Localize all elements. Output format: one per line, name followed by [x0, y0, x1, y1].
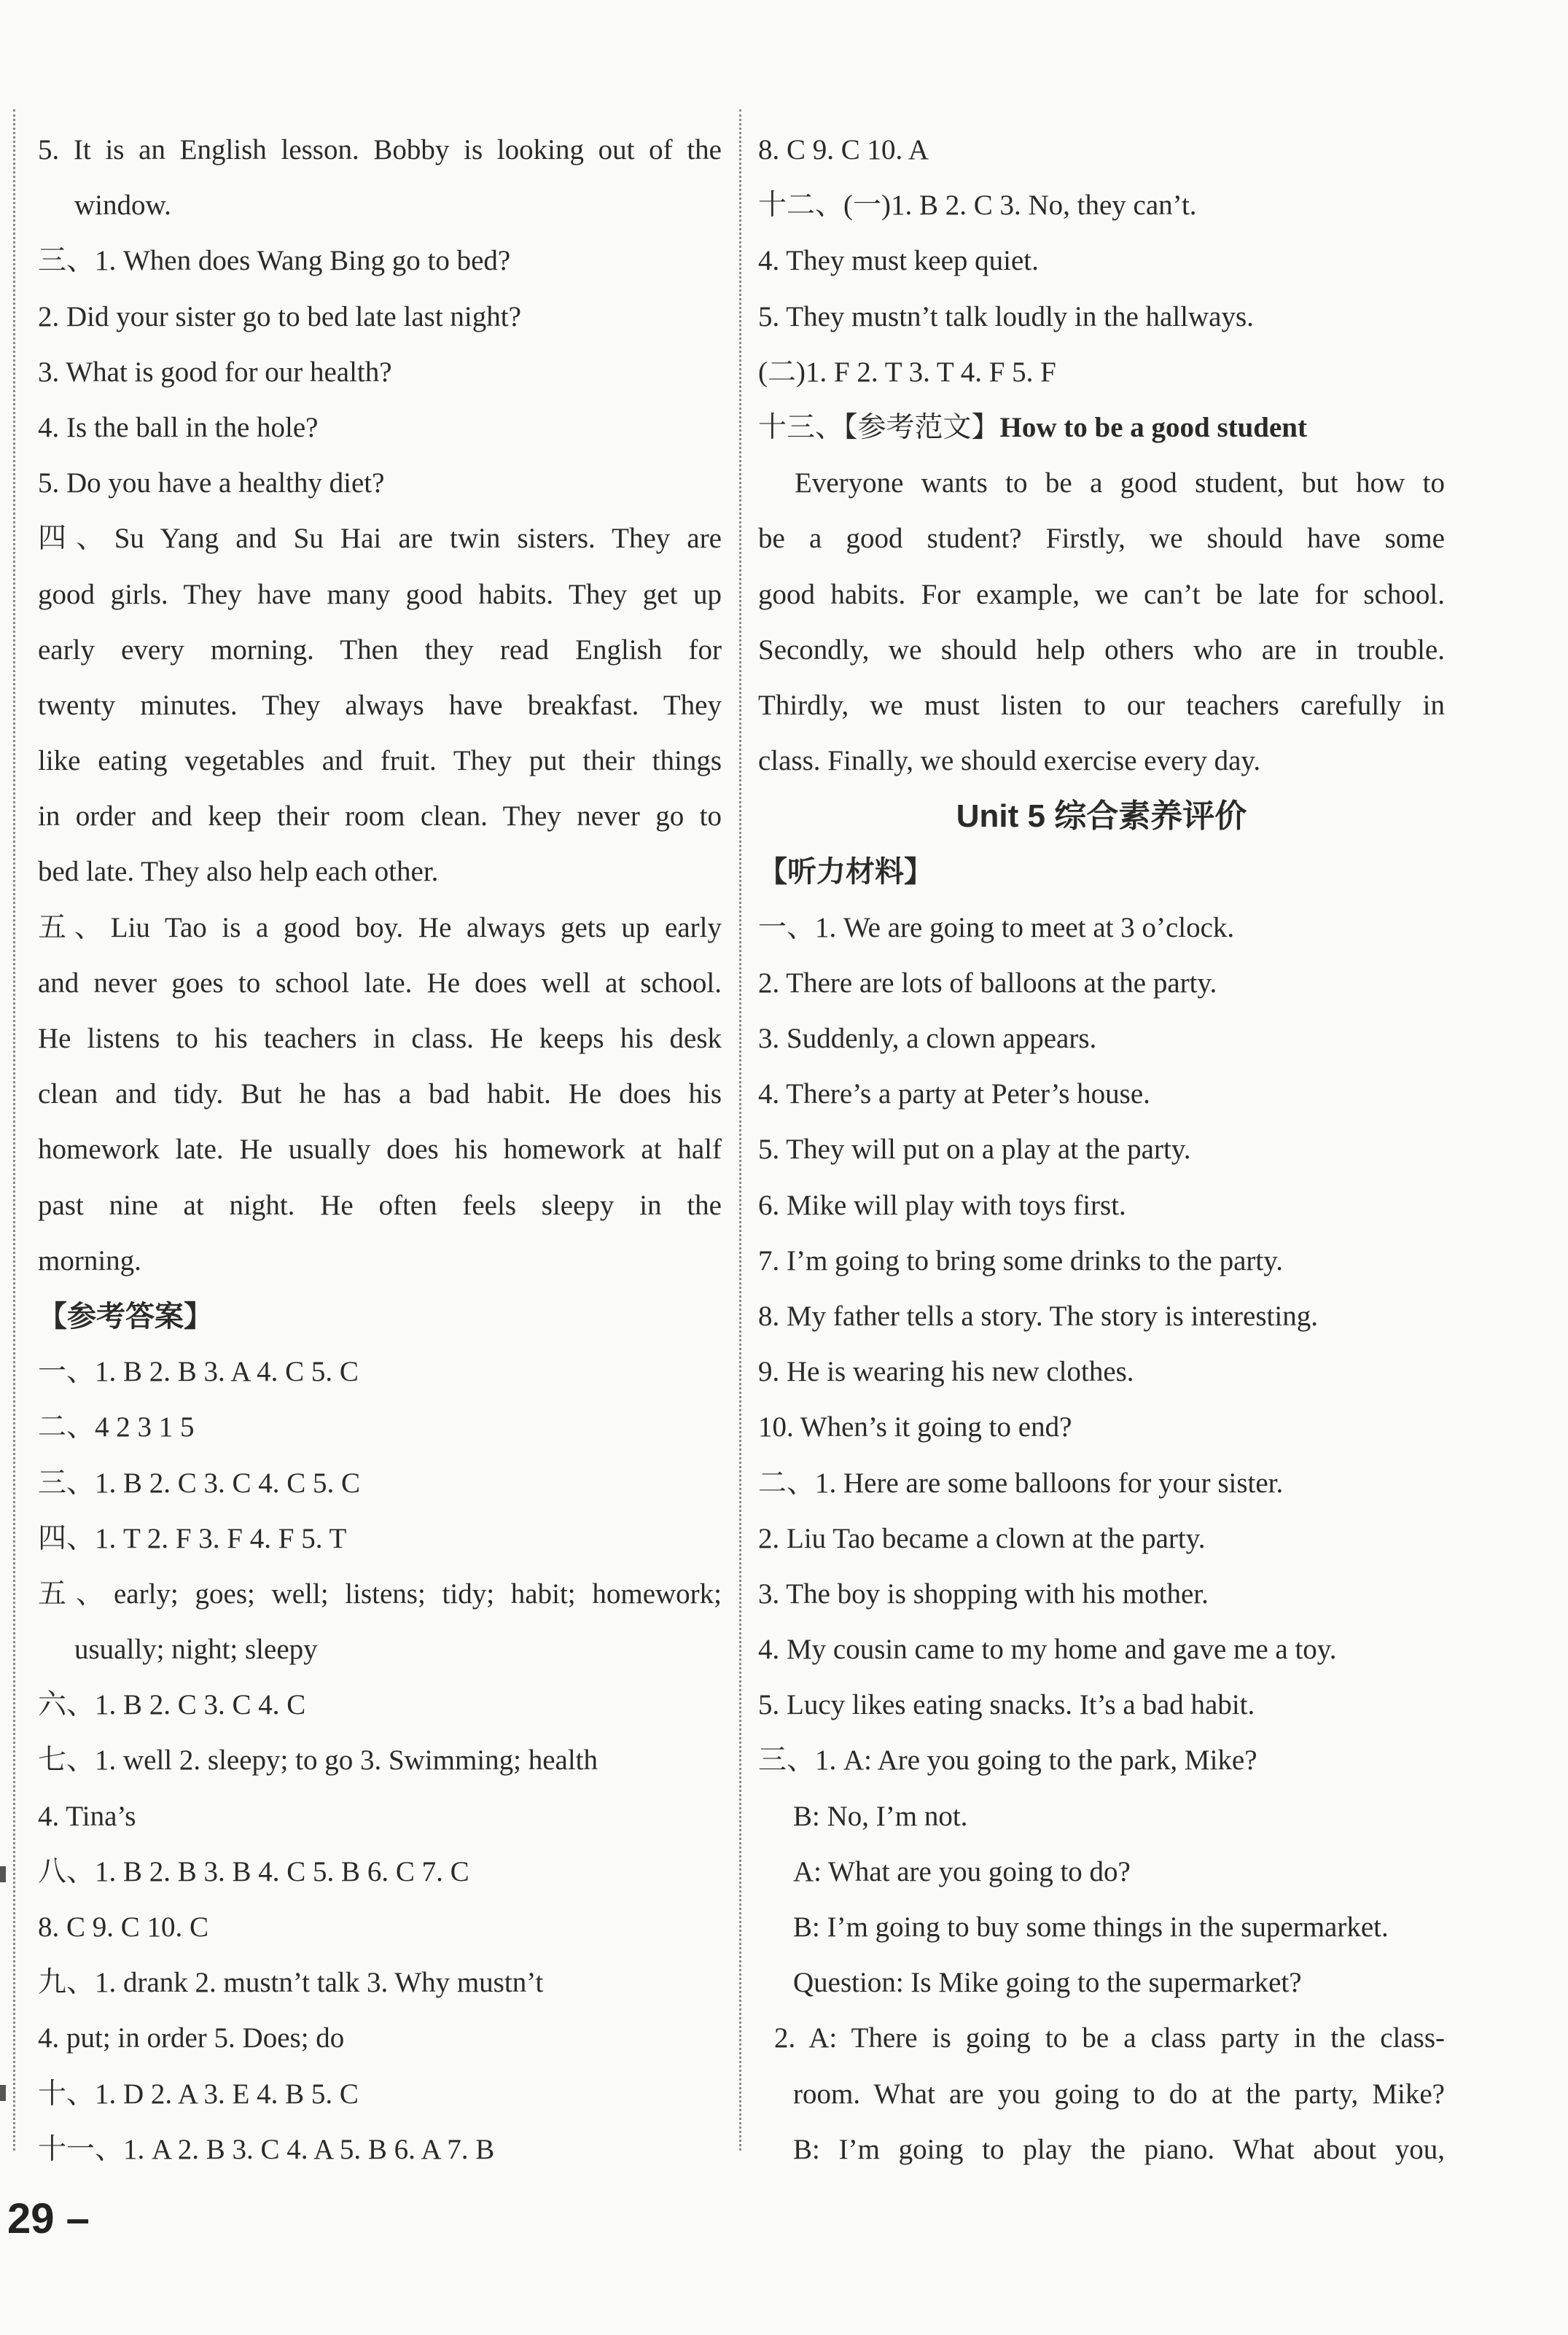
essay-title: How to be a good student	[999, 411, 1307, 443]
text-line: homework late. He usually does his homework at half	[38, 1134, 722, 1166]
essay-label: 十三、【参考范文】	[758, 411, 1000, 443]
text-line: 十、1. D 2. A 3. E 4. B 5. C	[38, 2078, 359, 2110]
text-line: A: What are you going to do?	[793, 1855, 1131, 1887]
text-line: 5. They will put on a play at the party.	[758, 1134, 1191, 1166]
text-line: B: I’m going to play the piano. What about you,	[793, 2133, 1445, 2165]
text-line: good girls. They have many good habits. They get up	[38, 578, 722, 610]
text-line: in order and keep their room clean. They never go to	[38, 800, 722, 833]
text-line: 8. My father tells a story. The story is interesting.	[758, 1300, 1318, 1332]
text-line: Question: Is Mike going to the supermarket?	[793, 1967, 1302, 1999]
text-line: Everyone wants to be a good student, but how to	[795, 467, 1445, 499]
text-line: (二)1. F 2. T 3. T 4. F 5. F	[758, 356, 1056, 388]
binding-mark	[0, 2085, 6, 2101]
text-line: 7. I’m going to bring some drinks to the party.	[758, 1244, 1283, 1276]
binding-mark	[0, 1866, 6, 1882]
text-line: 七、1. well 2. sleepy; to go 3. Swimming; health	[38, 1745, 598, 1777]
text-line: Thirdly, we must listen to our teachers carefully in	[758, 689, 1445, 721]
text-line: 5. They mustn’t talk loudly in the hallways.	[758, 300, 1254, 332]
text-line: 3. Suddenly, a clown appears.	[758, 1023, 1097, 1054]
text-line: 5. Do you have a healthy diet?	[38, 467, 385, 499]
text-line: 4. Is the ball in the hole?	[38, 411, 319, 443]
text-line: 十二、(一)1. B 2. C 3. No, they can’t.	[758, 190, 1197, 222]
text-line: 3. The boy is shopping with his mother.	[758, 1578, 1209, 1610]
text-line: 4. They must keep quiet.	[758, 245, 1039, 277]
text-line: room. What are you going to do at the party, Mike?	[793, 2078, 1445, 2110]
text-line: 十一、1. A 2. B 3. C 4. A 5. B 6. A 7. B	[38, 2133, 495, 2165]
essay-heading	[758, 400, 1445, 456]
text-line: 九、1. drank 2. mustn’t talk 3. Why mustn’t	[38, 1967, 544, 1999]
text-line: 二、4 2 3 1 5	[38, 1411, 195, 1443]
left-column	[38, 122, 722, 2178]
text-line: 2. Liu Tao became a clown at the party.	[758, 1522, 1206, 1554]
section-heading-answers: 【参考答案】	[38, 1299, 213, 1333]
text-line: 三、1. When does Wang Bing go to bed?	[38, 245, 511, 277]
text-line: 八、1. B 2. B 3. B 4. C 5. B 6. C 7. C	[38, 1855, 469, 1887]
text-line: good habits. For example, we can’t be late for school.	[758, 578, 1445, 610]
text-line: clean and tidy. But he has a bad habit. He does his	[38, 1078, 722, 1110]
text-line: bed late. They also help each other.	[38, 856, 439, 888]
text-line: 5. It is an English lesson. Bobby is looking out of the	[38, 134, 722, 165]
text-line: 4. There’s a party at Peter’s house.	[758, 1078, 1150, 1110]
text-line: Secondly, we should help others who are in trouble.	[758, 634, 1445, 666]
text-line: 六、1. B 2. C 3. C 4. C	[38, 1689, 306, 1721]
text-line: 2. There are lots of balloons at the party.	[758, 967, 1217, 999]
text-line: He listens to his teachers in class. He keeps his desk	[38, 1023, 722, 1054]
text-line: class. Finally, we should exercise every day.	[758, 745, 1261, 777]
left-margin-rule	[13, 109, 15, 2151]
text-line: like eating vegetables and fruit. They put their things	[38, 745, 722, 777]
right-column	[758, 122, 1445, 2178]
text-line: morning.	[38, 1244, 141, 1276]
text-line: 3. What is good for our health?	[38, 356, 392, 388]
text-line: 一、1. We are going to meet at 3 o’clock.	[758, 911, 1235, 943]
text-line: B: No, I’m not.	[793, 1800, 968, 1832]
text-line: 五、early; goes; well; listens; tidy; habit; homework;	[38, 1578, 722, 1610]
page-number: 29 –	[7, 2195, 90, 2242]
text-line: 四、Su Yang and Su Hai are twin sisters. They are	[38, 523, 722, 555]
text-line: 四、1. T 2. F 3. F 4. F 5. T	[38, 1522, 347, 1554]
text-line: 三、1. A: Are you going to the park, Mike?	[758, 1745, 1257, 1777]
text-line: 三、1. B 2. C 3. C 4. C 5. C	[38, 1467, 361, 1499]
text-line: 4. My cousin came to my home and gave me a toy.	[758, 1634, 1337, 1666]
text-line: early every morning. Then they read English for	[38, 634, 722, 666]
text-line: window.	[74, 190, 171, 222]
text-line: twenty minutes. They always have breakfast. They	[38, 689, 722, 721]
text-line: 二、1. Here are some balloons for your sister.	[758, 1467, 1284, 1499]
section-heading-listening: 【听力材料】	[758, 855, 933, 889]
text-line: 8. C 9. C 10. C	[38, 1911, 209, 1943]
text-line: 9. He is wearing his new clothes.	[758, 1356, 1134, 1388]
text-line: usually; night; sleepy	[74, 1634, 318, 1666]
text-line: be a good student? Firstly, we should have some	[758, 523, 1445, 555]
text-line: past nine at night. He often feels sleepy in the	[38, 1189, 722, 1221]
text-line: 五、Liu Tao is a good boy. He always gets up early	[38, 911, 722, 943]
text-line: 4. put; in order 5. Does; do	[38, 2022, 345, 2054]
text-line: 10. When’s it going to end?	[758, 1411, 1072, 1443]
text-line: 2. A: There is going to be a class party in the class-	[774, 2022, 1445, 2054]
text-line: 4. Tina’s	[38, 1800, 136, 1832]
text-line: B: I’m going to buy some things in the supermarket.	[793, 1911, 1389, 1943]
unit-title: Unit 5 综合素养评价	[956, 798, 1247, 835]
column-divider	[739, 109, 741, 2151]
text-line: and never goes to school late. He does well at school.	[38, 967, 722, 999]
text-line: 8. C 9. C 10. A	[758, 134, 929, 165]
text-line: 5. Lucy likes eating snacks. It’s a bad habit.	[758, 1689, 1255, 1721]
text-line: 一、1. B 2. B 3. A 4. C 5. C	[38, 1356, 359, 1388]
text-line: 2. Did your sister go to bed late last night?	[38, 300, 521, 332]
text-line: 6. Mike will play with toys first.	[758, 1189, 1126, 1221]
